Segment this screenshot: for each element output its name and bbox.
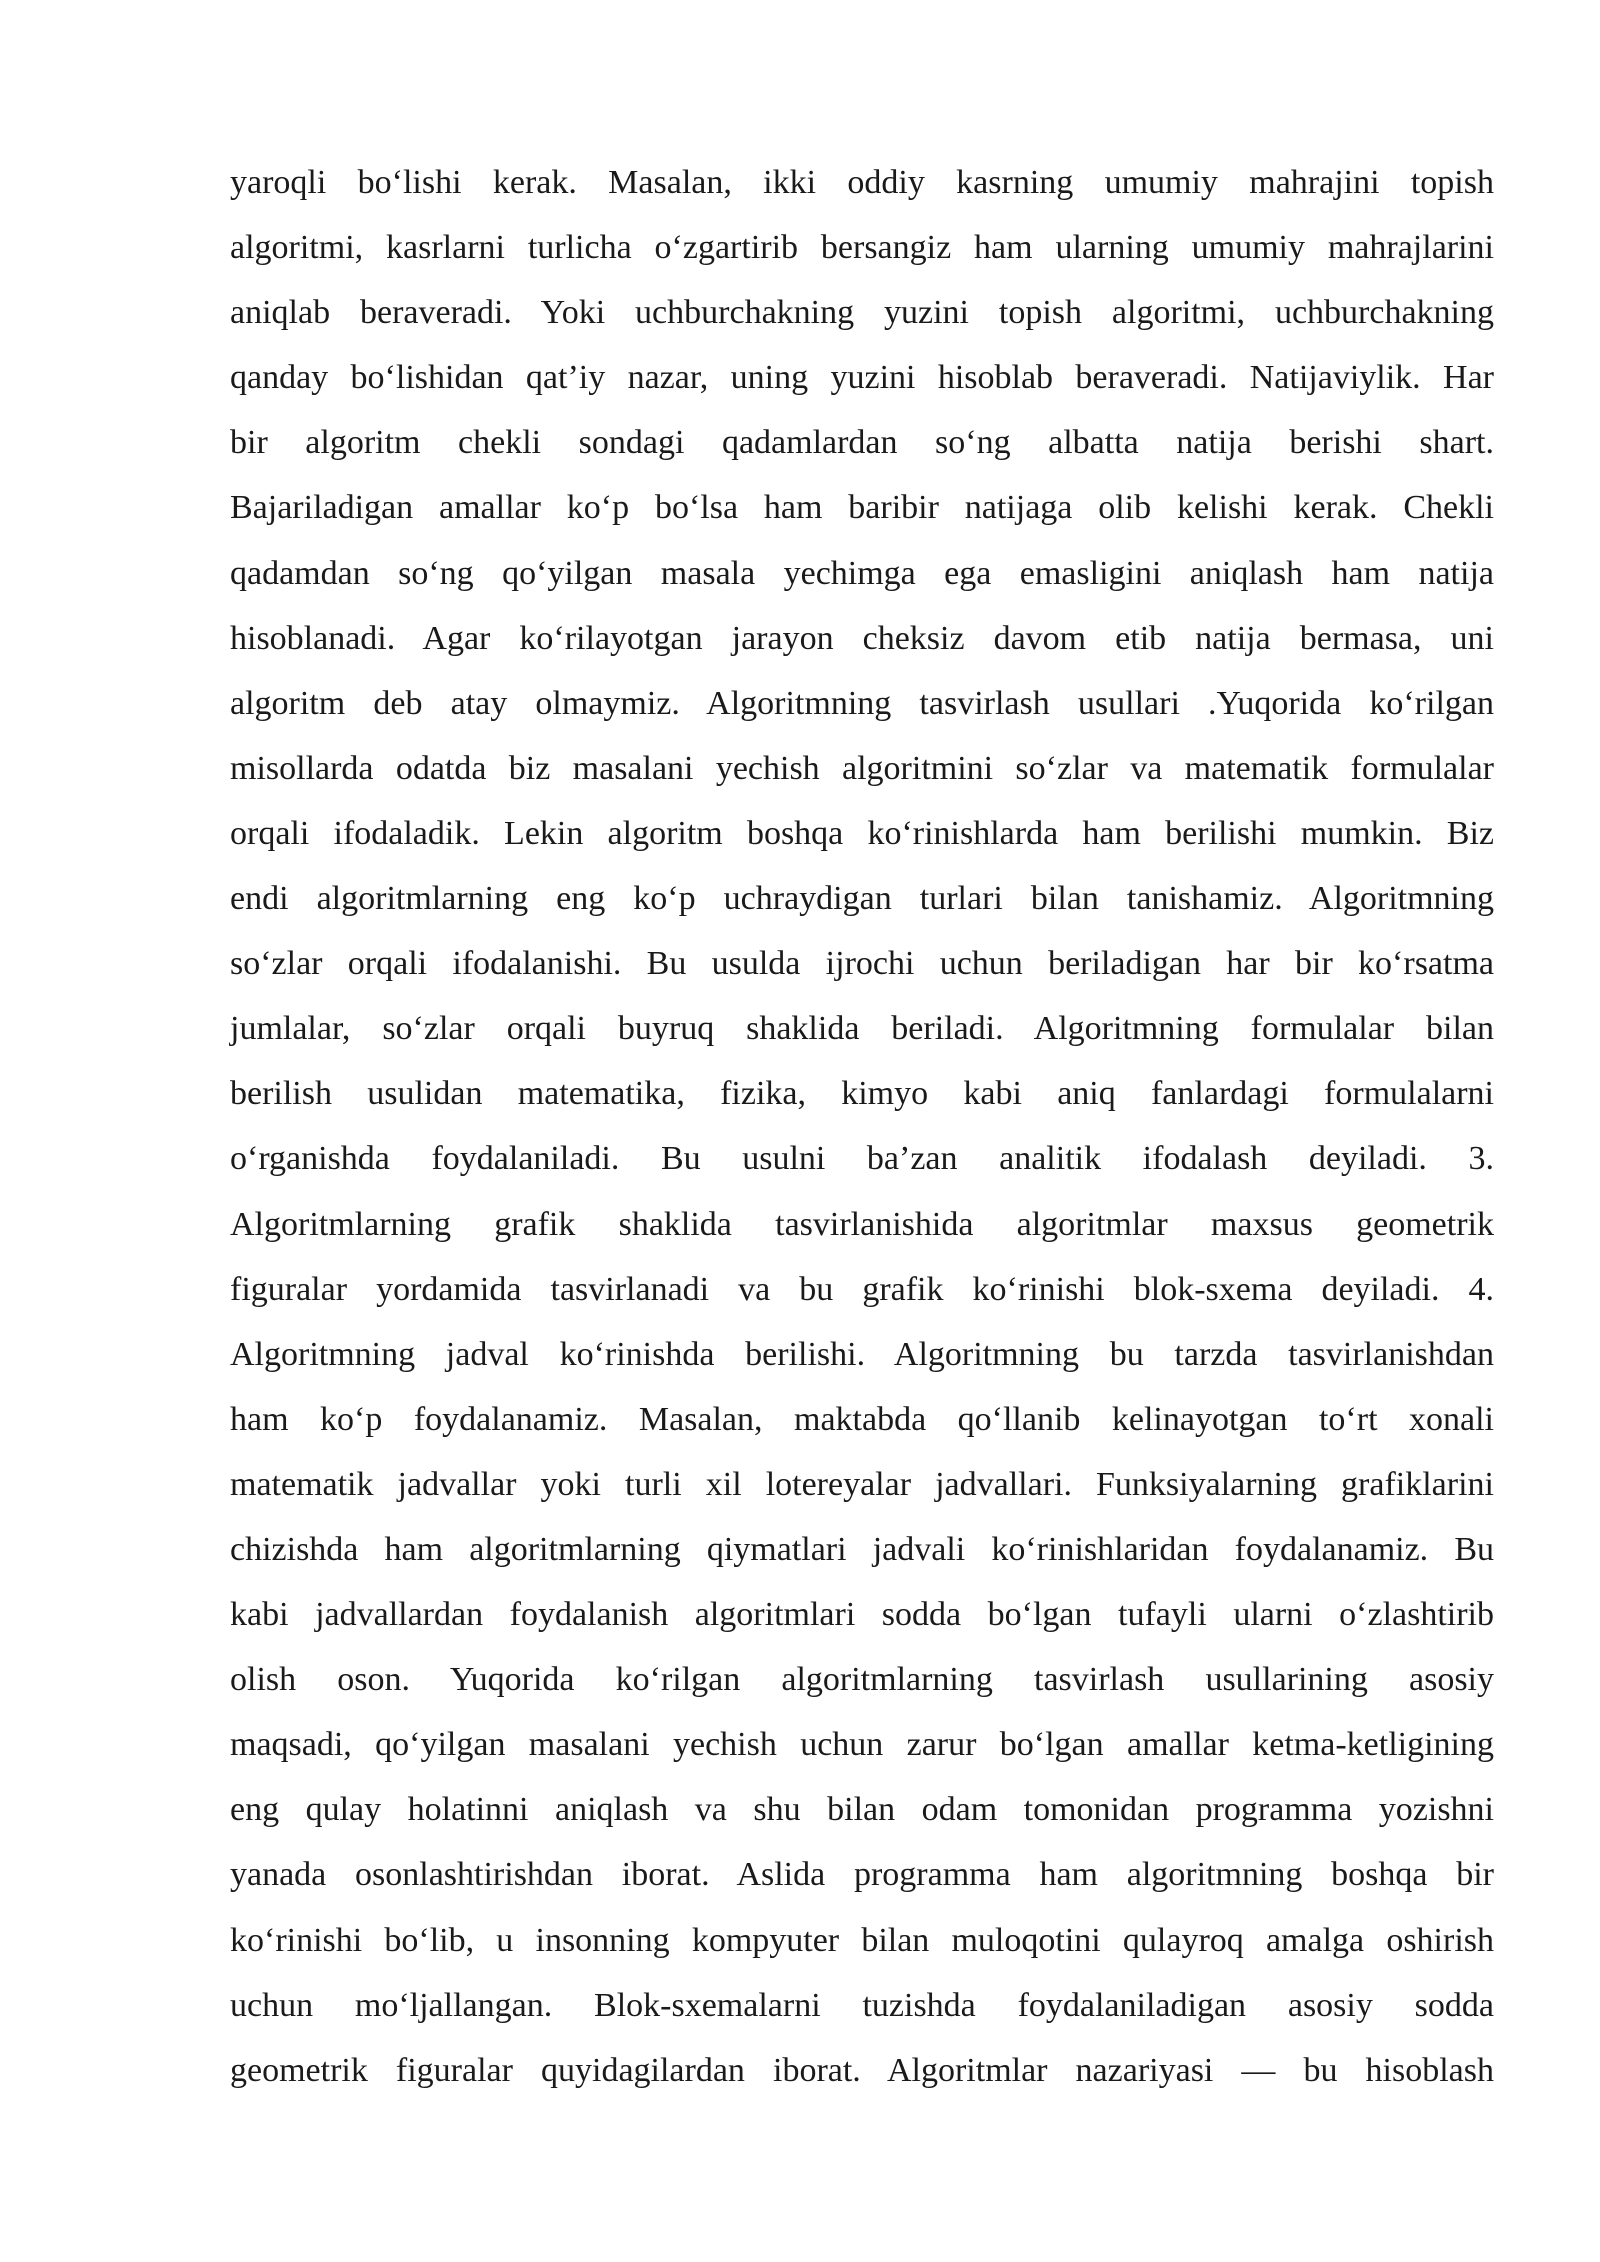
text-line: Algoritmlarning grafik shaklida tasvirlanishida algoritmlar maxsus geometrik — [230, 1205, 1494, 1243]
text-line: ko‘rinishi bo‘lib, u insonning kompyuter bilan muloqotini qulayroq amalga oshirish — [230, 1921, 1494, 1959]
text-line: Bajariladigan amallar ko‘p bo‘lsa ham baribir natijaga olib kelishi kerak. Chekli — [230, 489, 1494, 527]
text-line: misollarda odatda biz masalani yechish algoritmini so‘zlar va matematik formulalar — [230, 749, 1494, 787]
text-line: aniqlab beraveradi. Yoki uchburchakning yuzini topish algoritmi, uchburchakning — [230, 294, 1494, 332]
text-line: endi algoritmlarning eng ko‘p uchraydigan turlari bilan tanishamiz. Algoritmning — [230, 880, 1494, 918]
text-line: uchun mo‘ljallangan. Blok-sxemalarni tuzishda foydalaniladigan asosiy sodda — [230, 1986, 1494, 2024]
text-line: olish oson. Yuqorida ko‘rilgan algoritmlarning tasvirlash usullarining asosiy — [230, 1661, 1494, 1699]
text-line: algoritmi, kasrlarni turlicha o‘zgartirib bersangiz ham ularning umumiy mahrajlarini — [230, 229, 1494, 267]
text-line: yaroqli bo‘lishi kerak. Masalan, ikki oddiy kasrning umumiy mahrajini topish — [230, 164, 1494, 201]
text-line: geometrik figuralar quyidagilardan iborat. Algoritmlar nazariyasi — bu hisoblash — [230, 2051, 1494, 2089]
text-line: so‘zlar orqali ifodalanishi. Bu usulda ijrochi uchun beriladigan har bir ko‘rsatma — [230, 945, 1494, 983]
text-line: algoritm deb atay olmaymiz. Algoritmning tasvirlash usullari .Yuqorida ko‘rilgan — [230, 684, 1494, 722]
text-line: bir algoritm chekli sondagi qadamlardan so‘ng albatta natija berishi shart. — [230, 424, 1494, 462]
text-line: kabi jadvallardan foydalanish algoritmlari sodda bo‘lgan tufayli ularni o‘zlashtirib — [230, 1596, 1494, 1634]
text-line: eng qulay holatinni aniqlash va shu bilan odam tomonidan programma yozishni — [230, 1791, 1494, 1829]
text-line: qanday bo‘lishidan qat’iy nazar, uning yuzini hisoblab beraveradi. Natijaviylik. Har — [230, 359, 1494, 397]
text-line: jumlalar, so‘zlar orqali buyruq shaklida beriladi. Algoritmning formulalar bilan — [230, 1010, 1494, 1048]
body-paragraph — [230, 150, 1494, 2103]
text-line: maqsadi, qo‘yilgan masalani yechish uchun zarur bo‘lgan amallar ketma-ketligining — [230, 1726, 1494, 1764]
text-line: ham ko‘p foydalanamiz. Masalan, maktabda qo‘llanib kelinayotgan to‘rt xonali — [230, 1400, 1494, 1438]
text-line: qadamdan so‘ng qo‘yilgan masala yechimga ega emasligini aniqlash ham natija — [230, 554, 1494, 592]
text-line: yanada osonlashtirishdan iborat. Aslida programma ham algoritmning boshqa bir — [230, 1856, 1494, 1894]
text-line: figuralar yordamida tasvirlanadi va bu grafik ko‘rinishi blok-sxema deyiladi. 4. — [230, 1270, 1494, 1308]
text-line: orqali ifodaladik. Lekin algoritm boshqa ko‘rinishlarda ham berilishi mumkin. Biz — [230, 814, 1494, 852]
text-line: matematik jadvallar yoki turli xil lotereyalar jadvallari. Funksiyalarning grafiklarini — [230, 1465, 1494, 1503]
text-line: o‘rganishda foydalaniladi. Bu usulni ba’zan analitik ifodalash deyiladi. 3. — [230, 1140, 1494, 1178]
text-line: hisoblanadi. Agar ko‘rilayotgan jarayon cheksiz davom etib natija bermasa, uni — [230, 619, 1494, 657]
text-line: chizishda ham algoritmlarning qiymatlari jadvali ko‘rinishlaridan foydalanamiz. Bu — [230, 1530, 1494, 1568]
text-line: Algoritmning jadval ko‘rinishda berilishi. Algoritmning bu tarzda tasvirlanishdan — [230, 1335, 1494, 1373]
text-line: berilish usulidan matematika, fizika, kimyo kabi aniq fanlardagi formulalarni — [230, 1075, 1494, 1113]
